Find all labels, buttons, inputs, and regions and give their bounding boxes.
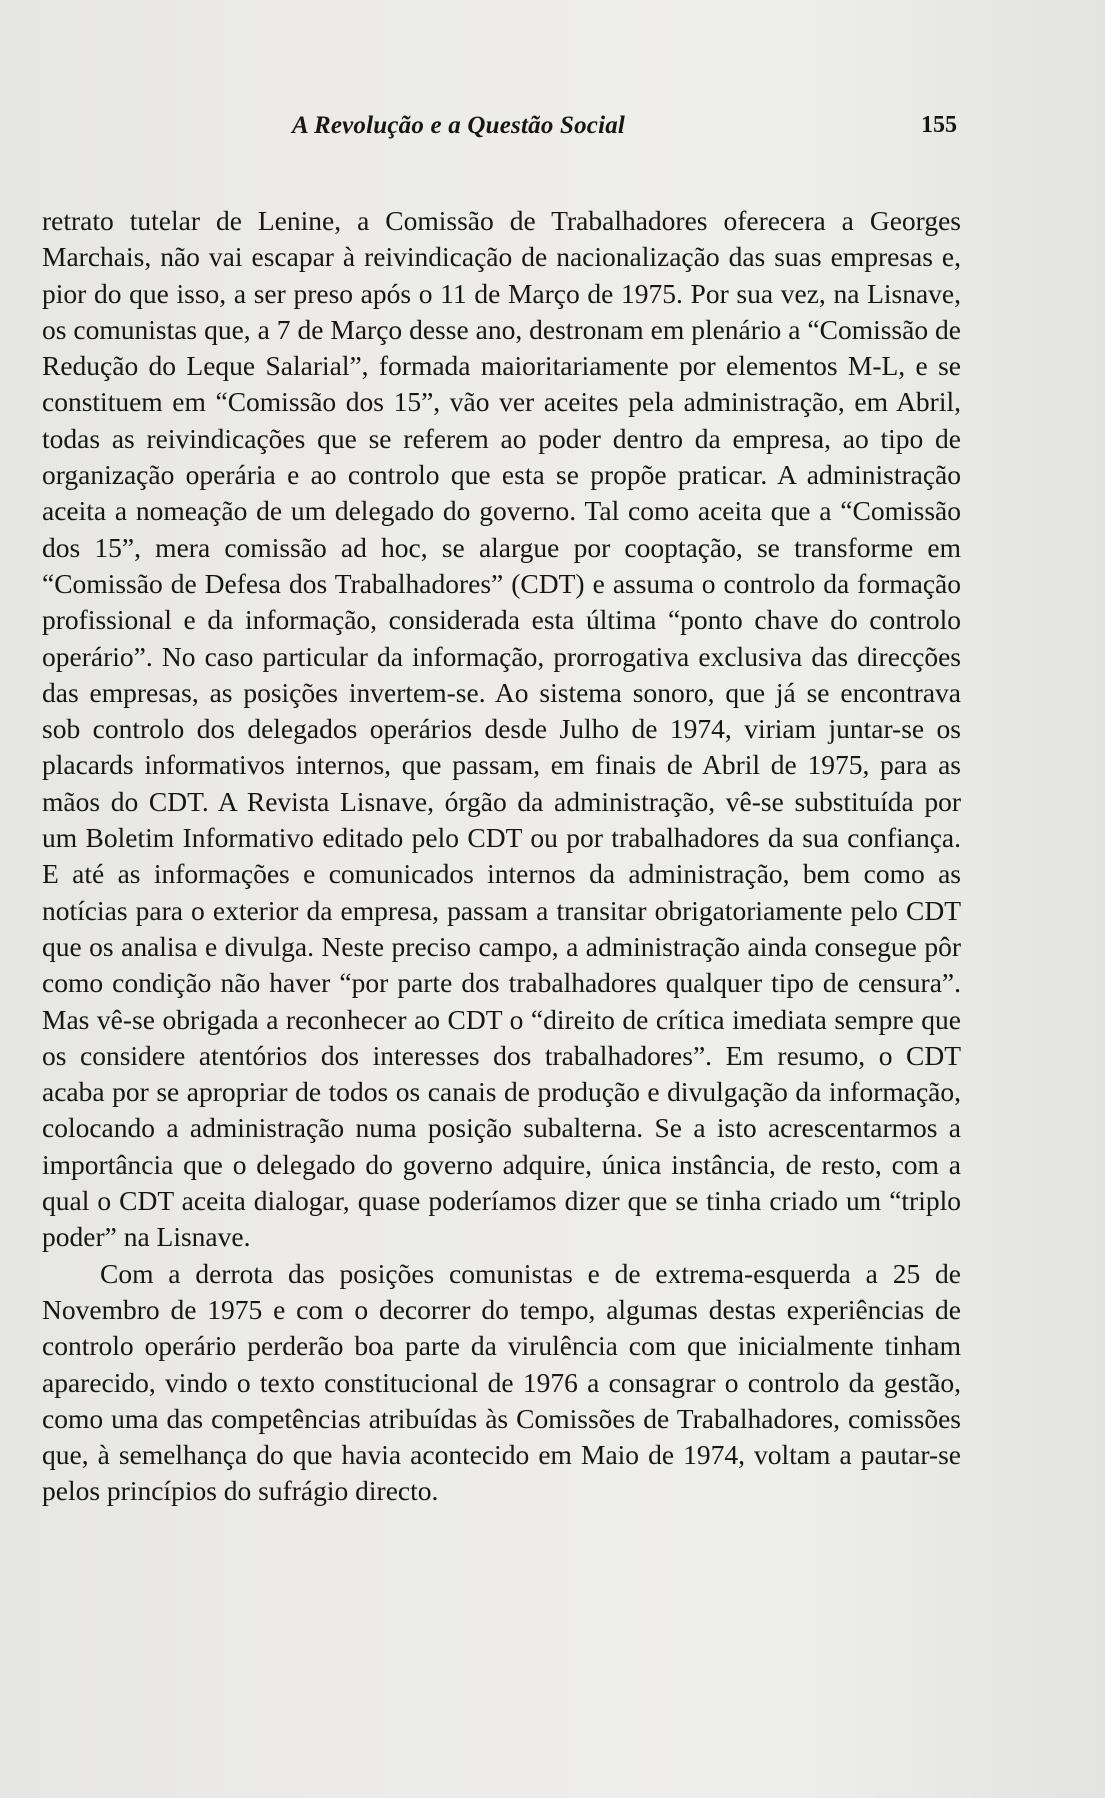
page-number: 155 [921,112,957,138]
paragraph: retrato tutelar de Lenine, a Comissão de Trabalhadores oferecera a Georges Marchais, não vai escapar à reivindicação de nacionalização das suas empresas e, pior do que isso, a ser preso após o 11 de Março de 1975. Por sua vez, na Lisnave, os comunistas que, a 7 de Março desse ano, destronam em plenário a “Comissão de Redução do Leque Salarial”, formada maioritariamente por elementos M-L, e se constituem em “Comissão dos 15”, vão ver aceites pela administração, em Abril, todas as reivindicações que se referem ao poder dentro da empresa, ao tipo de organização operária e ao controlo que esta se propõe praticar. A administração aceita a nomeação de um delegado do governo. Tal como aceita que a “Comissão dos 15”, mera comissão ad hoc, se alargue por cooptação, se transforme em “Comissão de Defesa dos Trabalhadores” (CDT) e assuma o controlo da formação profissional e da informação, considerada esta última “ponto chave do controlo operário”. No caso particular da informação, prorrogativa exclusiva das direcções das empresas, as posições invertem-se. Ao sistema sonoro, que já se encontrava sob controlo dos delegados operários desde Julho de 1974, viriam juntar-se os placards informativos internos, que passam, em finais de Abril de 1975, para as mãos do CDT. A Revista Lisnave, órgão da administração, vê-se substituída por um Boletim Informativo editado pelo CDT ou por trabalhadores da sua confiança. E até as informações e comunicados internos da administração, bem como as notícias para o exterior da empresa, passam a transitar obrigatoriamente pelo CDT que os analisa e divulga. Neste preciso campo, a administração ainda consegue pôr como condição não haver “por parte dos trabalhadores qualquer tipo de censura”. Mas vê-se obrigada a reconhecer ao CDT o “direito de crítica imediata sempre que os considere atentórios dos interesses dos trabalhadores”. Em resumo, o CDT acaba por se apropriar de todos os canais de produção e divulgação da informação, colocando a administração numa posição subalterna. Se a isto acrescentarmos a importância que o delegado do governo adquire, única instância, de resto, com a qual o CDT aceita dialogar, quase poderíamos dizer que se tinha criado um “triplo poder” na Lisnave. [42,205,961,1253]
running-title: A Revolução e a Questão Social [292,112,626,139]
page-header [42,112,957,148]
paragraph: Com a derrota das posições comunistas e de extrema-esquerda a 25 de Novembro de 1975 e com o decorrer do tempo, algumas destas experiências de controlo operário perderão boa parte da virulência com que inicialmente tinham aparecido, vindo o texto constitucional de 1976 a consagrar o controlo da gestão, como uma das competências atribuídas às Comissões de Trabalhadores, comissões que, à semelhança do que havia acontecido em Maio de 1974, voltam a pautar-se pelos princípios do sufrágio directo. [42,1257,961,1507]
body-text [42,203,961,1510]
